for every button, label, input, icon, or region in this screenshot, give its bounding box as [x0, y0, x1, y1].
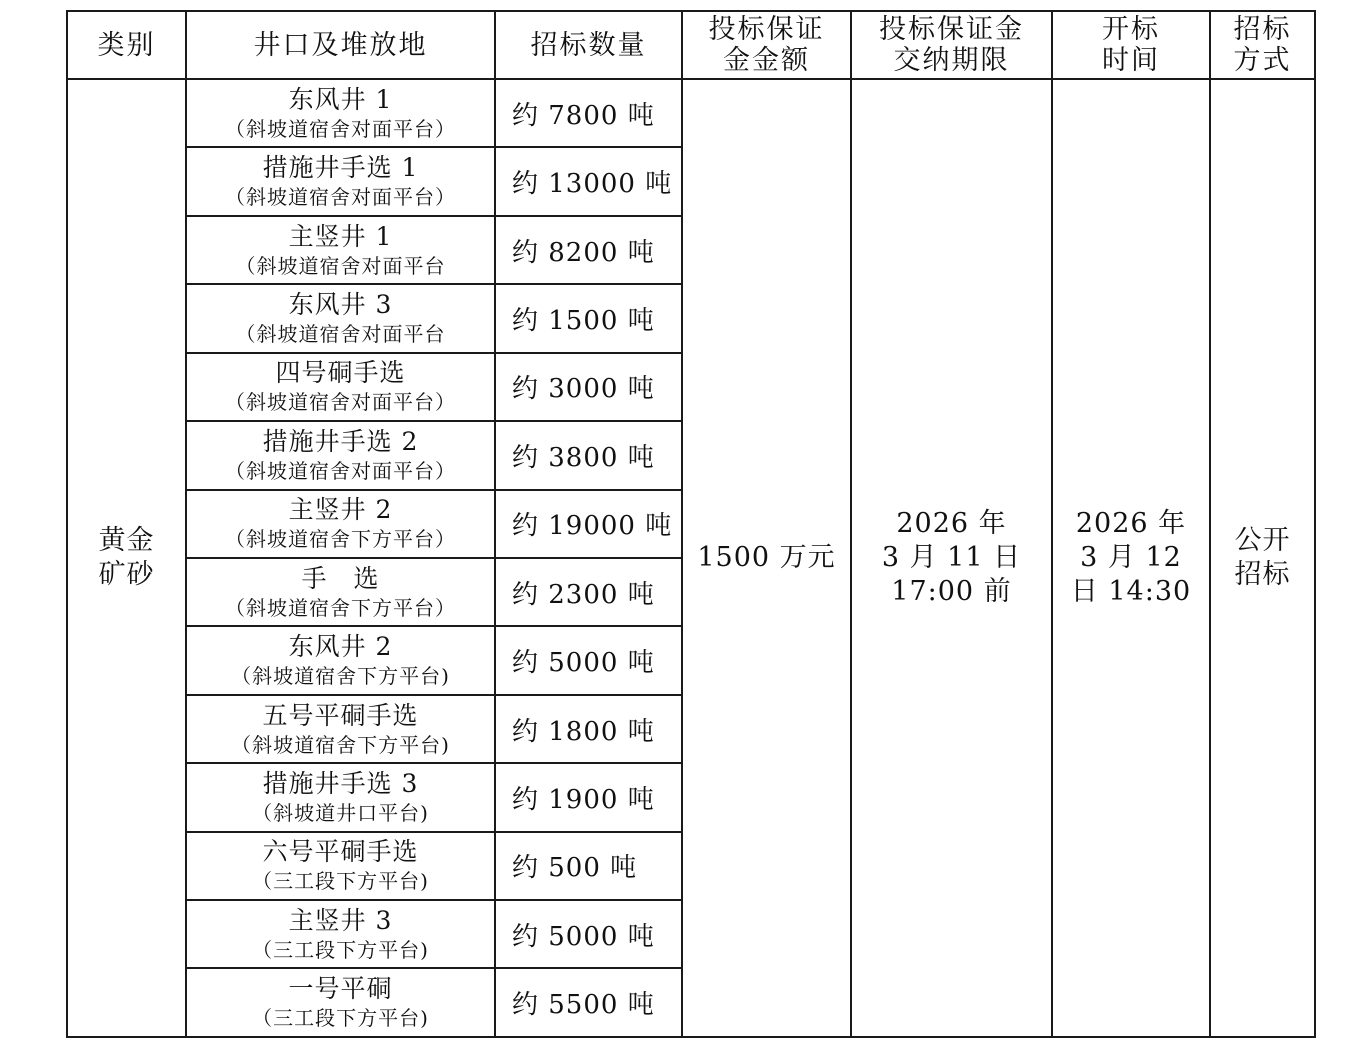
location-name: 主竖井 2	[288, 495, 393, 525]
table-body	[67, 79, 1315, 1037]
location-cell	[186, 284, 495, 352]
opening-time-cell	[1052, 79, 1210, 1037]
location-cell	[186, 832, 495, 900]
header-deposit-amount-line-2: 金金额	[723, 45, 810, 76]
deposit-deadline-cell	[851, 79, 1052, 1037]
location-detail: （三工段下方平台)	[252, 937, 429, 962]
location-detail: （三工段下方平台)	[252, 1006, 429, 1031]
location-cell	[186, 490, 495, 558]
location-cell	[186, 900, 495, 968]
header-quantity: 招标数量	[495, 11, 682, 79]
quantity-cell: 约 1500 吨	[495, 284, 682, 352]
header-method	[1210, 11, 1315, 79]
quantity-cell: 约 1800 吨	[495, 695, 682, 763]
header-method-line-1: 招标	[1233, 14, 1292, 45]
location-detail: （斜坡道宿舍对面平台）	[225, 390, 456, 415]
header-row	[67, 11, 1315, 79]
header-deposit-amount-line-1: 投标保证	[708, 14, 825, 45]
quantity-cell: 约 7800 吨	[495, 79, 682, 147]
location-name: 措施井手选 1	[262, 153, 419, 183]
quantity-cell: 约 2300 吨	[495, 558, 682, 626]
quantity-cell: 约 19000 吨	[495, 490, 682, 558]
location-cell	[186, 147, 495, 215]
location-name: 主竖井 3	[288, 905, 393, 935]
category-line-2: 矿砂	[98, 559, 155, 590]
location-detail: （三工段下方平台)	[252, 869, 429, 894]
location-name: 手 选	[301, 563, 380, 593]
table-row	[67, 79, 1315, 147]
location-name: 措施井手选 3	[262, 768, 419, 798]
deposit-amount-cell: 1500 万元	[682, 79, 851, 1037]
location-detail: （斜坡道宿舍对面平台	[235, 253, 446, 278]
method-line-2: 招标	[1234, 559, 1291, 590]
opening-time-line-1: 2026 年	[1075, 508, 1187, 539]
location-name: 措施井手选 2	[262, 426, 419, 456]
location-name: 一号平硐	[288, 974, 393, 1004]
deposit-deadline-line-1: 2026 年	[896, 508, 1007, 539]
deposit-deadline-line-2: 3 月 11 日	[881, 542, 1022, 573]
method-line-1: 公开	[1234, 525, 1291, 556]
header-deposit-deadline-line-2: 交纳期限	[893, 45, 1010, 76]
category-cell	[67, 79, 186, 1037]
location-name: 东风井 3	[288, 289, 393, 319]
quantity-cell: 约 13000 吨	[495, 147, 682, 215]
quantity-cell: 约 8200 吨	[495, 216, 682, 284]
quantity-cell: 约 5000 吨	[495, 900, 682, 968]
location-detail: （斜坡道宿舍下方平台)	[231, 664, 450, 689]
location-cell	[186, 216, 495, 284]
category-line-1: 黄金	[98, 525, 155, 556]
header-opening-time	[1052, 11, 1210, 79]
location-name: 主竖井 1	[288, 221, 393, 251]
header-opening-time-line-1: 开标	[1102, 14, 1160, 45]
location-name: 四号硐手选	[275, 358, 406, 388]
location-detail: （斜坡道宿舍对面平台）	[225, 116, 456, 141]
location-cell	[186, 79, 495, 147]
header-location: 井口及堆放地	[186, 11, 495, 79]
location-name: 东风井 1	[288, 84, 393, 114]
header-opening-time-line-2: 时间	[1102, 45, 1160, 76]
location-detail: （斜坡道宿舍对面平台）	[225, 458, 456, 483]
location-name: 东风井 2	[288, 632, 393, 662]
opening-time-line-2: 3 月 12	[1080, 542, 1182, 573]
location-name: 五号平硐手选	[262, 700, 419, 730]
header-deposit-deadline-line-1: 投标保证金	[879, 14, 1024, 45]
location-cell	[186, 695, 495, 763]
location-name: 六号平硐手选	[262, 837, 419, 867]
location-detail: （斜坡道宿舍下方平台）	[225, 595, 456, 620]
location-detail: （斜坡道井口平台)	[252, 800, 429, 825]
location-detail: （斜坡道宿舍下方平台）	[225, 527, 456, 552]
header-deposit-deadline	[851, 11, 1052, 79]
header-category: 类别	[67, 11, 186, 79]
bid-table	[66, 10, 1316, 1038]
location-cell	[186, 968, 495, 1037]
quantity-cell: 约 5000 吨	[495, 626, 682, 694]
location-cell	[186, 353, 495, 421]
quantity-cell: 约 500 吨	[495, 832, 682, 900]
quantity-cell: 约 3000 吨	[495, 353, 682, 421]
header-method-line-2: 方式	[1233, 45, 1292, 76]
method-cell	[1210, 79, 1315, 1037]
quantity-cell: 约 1900 吨	[495, 763, 682, 831]
quantity-cell: 约 3800 吨	[495, 421, 682, 489]
deposit-deadline-line-3: 17:00 前	[891, 576, 1012, 607]
quantity-cell: 约 5500 吨	[495, 968, 682, 1037]
location-detail: （斜坡道宿舍对面平台	[235, 321, 446, 346]
location-cell	[186, 763, 495, 831]
location-detail: （斜坡道宿舍下方平台)	[231, 732, 450, 757]
header-deposit-amount	[682, 11, 851, 79]
location-detail: （斜坡道宿舍对面平台）	[225, 185, 456, 210]
location-cell	[186, 421, 495, 489]
opening-time-line-3: 日 14:30	[1070, 576, 1192, 607]
location-cell	[186, 558, 495, 626]
location-cell	[186, 626, 495, 694]
